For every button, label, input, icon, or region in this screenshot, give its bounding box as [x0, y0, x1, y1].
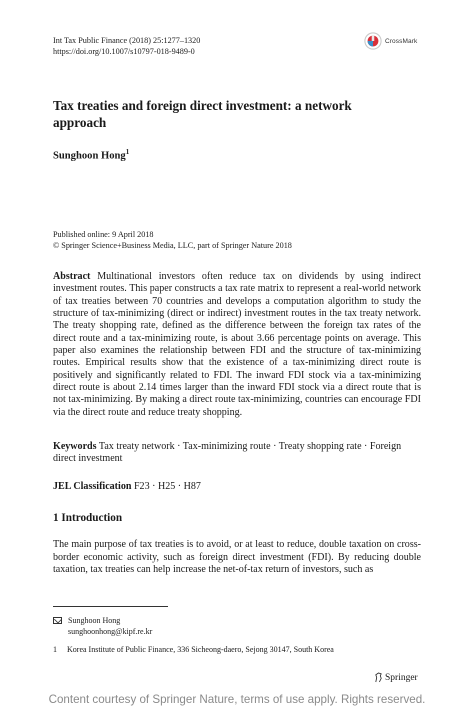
affiliation-footnote	[53, 645, 334, 654]
springer-horse-icon	[374, 672, 383, 683]
doi-link[interactable]: https://doi.org/10.1007/s10797-018-9489-0	[53, 47, 195, 56]
abstract	[53, 271, 421, 419]
author-text: Sunghoon Hong	[53, 150, 126, 162]
corresponding-author-email[interactable]: sunghoonhong@kipf.re.kr	[68, 627, 153, 636]
courtesy-notice: Content courtesy of Springer Nature, terms of use apply. Rights reserved.	[48, 693, 426, 706]
crossmark-badge[interactable]	[364, 31, 428, 51]
abstract-text: Multinational investors often reduce tax on dividends by using indirect investment routes. This paper constructs a tax rate matrix to represent a real-world network of tax treaties between 70 countries and develops a computation algorithm to study the structure of tax-minimizing (direct or indirect) investment routes in the tax treaty network. The treaty shopping rate, defined as the difference between the foreign tax rates of the direct route and a tax-minimizing route, is about 3.66 percentage points on average. This paper also examines the relationship between FDI and the structure of tax-minimizing routes. Empirical results show that the existence of a tax-minimizing direct route is positively and significantly related to FDI. The inward FDI stock via a tax-minimizing direct route is about 2.14 times larger than the inward FDI stock via a direct route that is not tax-minimizing. By making a direct route tax-minimizing, countries can encourage FDI via the direct route and reduce treaty shopping.	[53, 271, 422, 418]
crossmark-icon	[364, 32, 382, 50]
author-name[interactable]	[53, 148, 129, 162]
author-affiliation-marker: 1	[125, 148, 130, 156]
corresponding-author	[53, 615, 152, 637]
keywords-label: Keywords	[53, 441, 97, 452]
affiliation-number: 1	[53, 645, 57, 654]
springer-wordmark: Springer	[385, 672, 418, 683]
jel-codes: F23 · H25 · H87	[133, 481, 201, 492]
jel-label: JEL Classification	[53, 481, 132, 492]
crossmark-label: CrossMark	[385, 37, 418, 45]
journal-citation: Int Tax Public Finance (2018) 25:1277–1320	[53, 36, 201, 45]
envelope-icon	[53, 617, 62, 624]
section-heading-introduction: 1 Introduction	[53, 512, 123, 524]
affiliation-text: Korea Institute of Public Finance, 336 Sicheong-daero, Sejong 30147, South Korea	[67, 645, 334, 654]
introduction-text: The main purpose of tax treaties is to avoid, or at least to reduce, double taxation on cross-border economic activity, such as foreign direct investment (FDI). By reducing double taxation, tax treaties can help increase the net-of-tax return of investors, such as	[53, 539, 421, 576]
keywords-text: Tax treaty network · Tax-minimizing route · Treaty shopping rate · Foreign direct investment	[53, 441, 402, 465]
springer-logo	[374, 672, 418, 683]
journal-header	[53, 35, 200, 57]
copyright-notice: © Springer Science+Business Media, LLC, part of Springer Nature 2018	[53, 241, 292, 250]
abstract-label: Abstract	[53, 271, 91, 282]
footnote-divider	[53, 606, 168, 607]
keywords	[53, 441, 421, 466]
corresponding-author-name: Sunghoon Hong	[68, 616, 121, 625]
published-date: Published online: 9 April 2018	[53, 230, 154, 239]
publication-info	[53, 229, 292, 251]
jel-classification	[53, 481, 201, 492]
article-title: Tax treaties and foreign direct investment: a network approach	[53, 98, 352, 130]
